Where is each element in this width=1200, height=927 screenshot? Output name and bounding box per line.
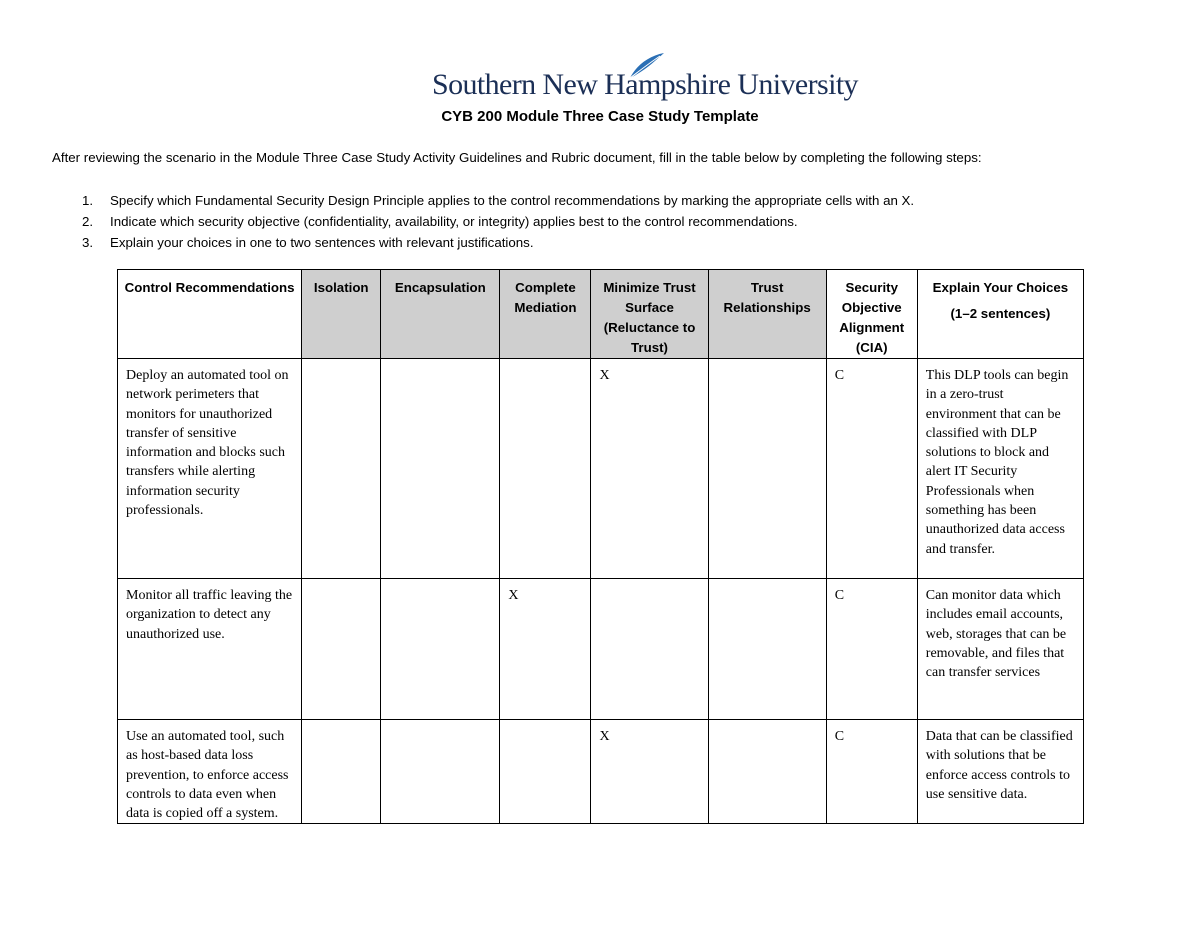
cell-explain[interactable]: This DLP tools can begin in a zero-trust environment that can be classified with DLP solutions to block and alert IT Security Professionals when something has been unauthorized data access and transfer.: [917, 359, 1083, 579]
header-explain-subtitle: (1–2 sentences): [950, 306, 1051, 321]
cell-control[interactable]: Use an automated tool, such as host-based data loss prevention, to enforce access controls to data even when data is copied off a system.: [118, 720, 302, 824]
step-item: [82, 190, 1142, 211]
cell-minimize-trust[interactable]: [591, 579, 708, 720]
university-logo: [0, 52, 1200, 102]
cell-explain[interactable]: Can monitor data which includes email accounts, web, storages that can be removable, and files that can transfer services: [917, 579, 1083, 720]
cell-isolation[interactable]: [302, 359, 381, 579]
cell-encapsulation[interactable]: [381, 720, 500, 824]
cell-trust-relationships[interactable]: [708, 720, 826, 824]
header-complete-mediation: Complete Mediation: [500, 270, 591, 359]
step-text: Indicate which security objective (confidentiality, availability, or integrity) applies best to the control recommendations.: [110, 214, 798, 229]
header-explain-choices: [917, 270, 1083, 359]
cell-encapsulation[interactable]: [381, 359, 500, 579]
cell-complete-mediation[interactable]: X: [500, 579, 591, 720]
cell-control[interactable]: Monitor all traffic leaving the organization to detect any unauthorized use.: [118, 579, 302, 720]
cell-security-objective[interactable]: C: [826, 579, 917, 720]
cell-trust-relationships[interactable]: [708, 579, 826, 720]
cell-control[interactable]: Deploy an automated tool on network perimeters that monitors for unauthorized transfer of sensitive information and blocks such transfers while alerting information security professionals.: [118, 359, 302, 579]
header-minimize-trust-surface: Minimize Trust Surface (Reluctance to Trust): [591, 270, 708, 359]
instruction-steps: [82, 190, 1142, 253]
cell-complete-mediation[interactable]: [500, 359, 591, 579]
header-security-objective: Security Objective Alignment (CIA): [826, 270, 917, 359]
case-study-table: [117, 269, 1084, 824]
header-isolation: Isolation: [302, 270, 381, 359]
cell-minimize-trust[interactable]: X: [591, 359, 708, 579]
cell-security-objective[interactable]: C: [826, 720, 917, 824]
table-row: [118, 359, 1084, 579]
intro-paragraph: After reviewing the scenario in the Module Three Case Study Activity Guidelines and Rubric document, fill in the table below by completing the following steps:: [52, 150, 982, 165]
header-trust-relationships: Trust Relationships: [708, 270, 826, 359]
table-row: [118, 579, 1084, 720]
header-explain-title: Explain Your Choices: [932, 280, 1069, 295]
step-number: 3.: [82, 235, 94, 250]
step-text: Specify which Fundamental Security Design Principle applies to the control recommendations by marking the appropriate cells with an X.: [110, 193, 915, 208]
step-item: [82, 211, 1142, 232]
header-control-recommendations: Control Recommendations: [118, 270, 302, 359]
cell-explain[interactable]: Data that can be classified with solutions that be enforce access controls to use sensitive data.: [917, 720, 1083, 824]
university-name: Southern New Hampshire University: [432, 68, 858, 101]
table-row: [118, 720, 1084, 824]
cell-isolation[interactable]: [302, 579, 381, 720]
step-text: Explain your choices in one to two sentences with relevant justifications.: [110, 235, 534, 250]
table-header-row: [118, 270, 1084, 359]
cell-isolation[interactable]: [302, 720, 381, 824]
cell-complete-mediation[interactable]: [500, 720, 591, 824]
step-number: 2.: [82, 214, 94, 229]
step-item: [82, 232, 1142, 253]
header-encapsulation: Encapsulation: [381, 270, 500, 359]
cell-security-objective[interactable]: C: [826, 359, 917, 579]
cell-encapsulation[interactable]: [381, 579, 500, 720]
cell-minimize-trust[interactable]: X: [591, 720, 708, 824]
cell-trust-relationships[interactable]: [708, 359, 826, 579]
step-number: 1.: [82, 193, 94, 208]
document-title: CYB 200 Module Three Case Study Template: [441, 108, 759, 125]
